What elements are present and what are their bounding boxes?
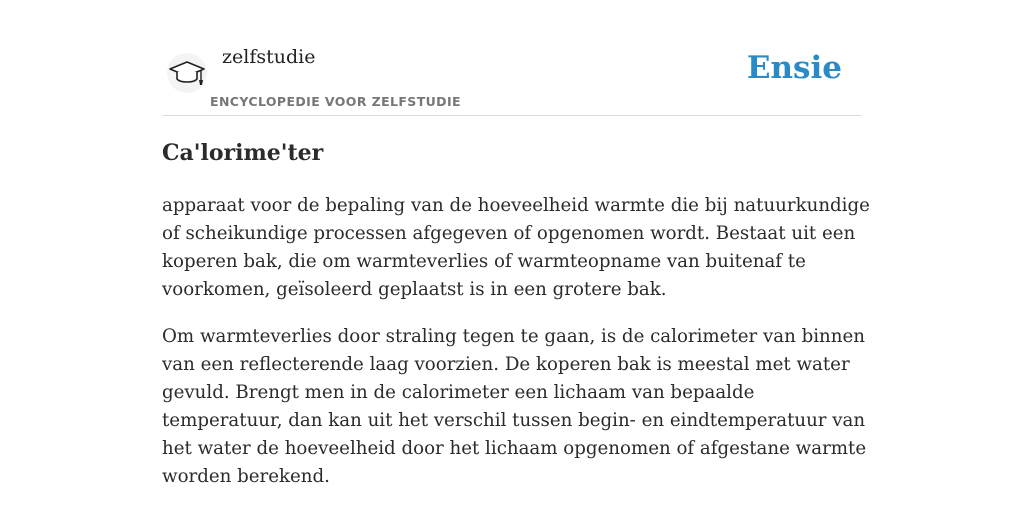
site-name-link[interactable]: zelfstudie <box>222 46 316 68</box>
paragraph: Om warmteverlies door straling tegen te gaan, is de calorimeter van binnen van een reflecterende laag voorzien. De koperen bak is meestal met water gevuld. Brengt men in de calorimeter een lichaam van bepaalde temperatuur, dan kan uit het verschil tussen begin- en eindtemperatuur van het water de hoeveelheid door het lichaam opgenomen of afgestane warmte worden berekend. <box>162 326 867 487</box>
brand-logo[interactable]: Ensie <box>746 50 842 86</box>
paragraph: apparaat voor de bepaling van de hoeveelheid warmte die bij natuurkundige of scheikundige processen afgegeven of opgenomen wordt. Bestaat uit een koperen bak, die om warmteverlies of warmteopname van buitenaf te voorkomen, geïsoleerd geplaatst is in een grotere bak. <box>162 195 870 300</box>
header <box>162 0 862 116</box>
site-subtitle: ENCYCLOPEDIE VOOR ZELFSTUDIE <box>210 94 461 109</box>
page-title: Ca'lorime'ter <box>162 140 324 166</box>
graduation-cap-icon[interactable] <box>166 52 208 94</box>
article-body <box>162 192 872 510</box>
